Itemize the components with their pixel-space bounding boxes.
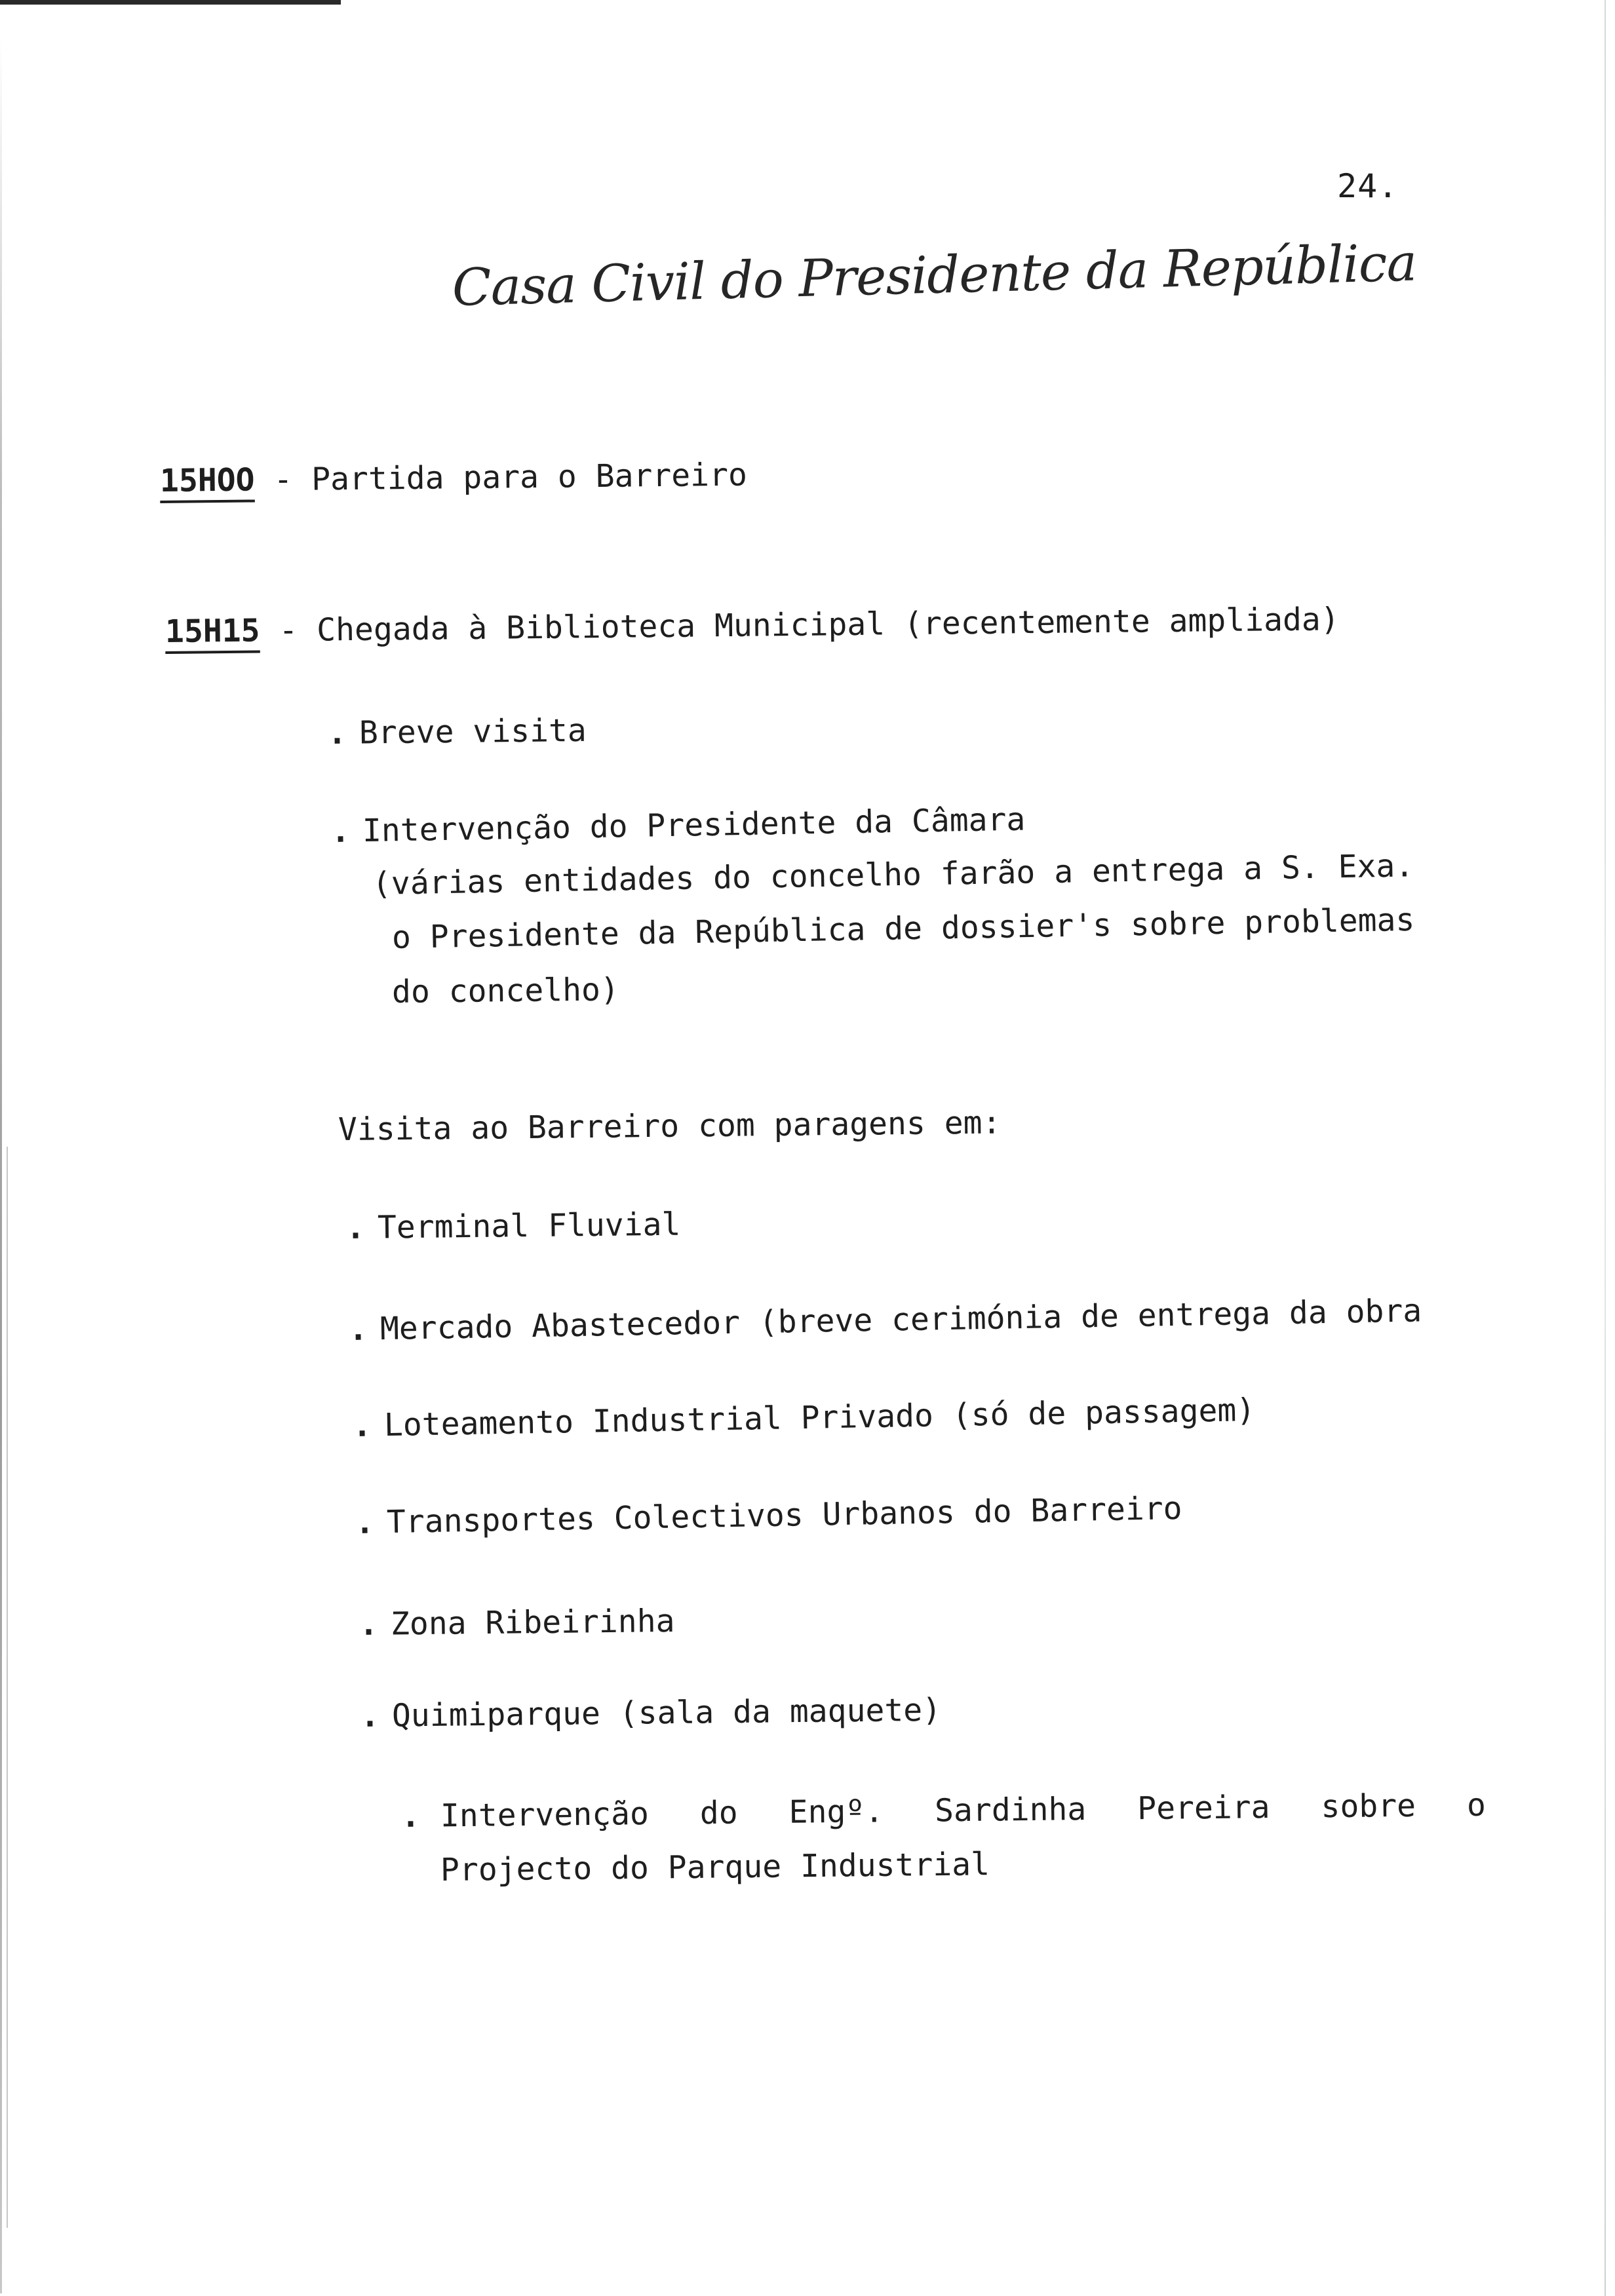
list-item <box>330 801 1026 850</box>
list-item-text: Transportes Colectivos Urbanos do Barreiro <box>386 1489 1183 1541</box>
bullet: . <box>352 1407 372 1444</box>
list-item-text: Terminal Fluvial <box>377 1206 681 1246</box>
sub-item-line-2: Projecto do Parque Industrial <box>440 1846 990 1888</box>
bullet: . <box>330 813 351 850</box>
schedule-text: Partida para o Barreiro <box>311 456 748 498</box>
list-item-text: Intervenção do Presidente da Câmara <box>362 801 1026 850</box>
sub-list-item <box>400 1786 1487 1835</box>
sub-item-word: Sardinha <box>934 1791 1087 1829</box>
list-item-text: Quimiparque (sala da maquete) <box>391 1691 942 1734</box>
bullet: . <box>360 1697 380 1734</box>
list-item-text: Loteamento Industrial Privado (só de passagem) <box>383 1391 1256 1444</box>
bullet: . <box>355 1504 375 1541</box>
scan-artifact-left-edge <box>0 39 2 2293</box>
list-item-text: Breve visita <box>359 712 587 752</box>
bullet: . <box>327 714 347 752</box>
sub-item-word: o <box>1466 1786 1487 1824</box>
bullet: . <box>348 1311 368 1348</box>
schedule-separator: - <box>279 611 298 649</box>
note-line: (várias entidades do concelho farão a entrega a S. Exa. <box>372 847 1414 902</box>
page-number: 24. <box>1337 167 1399 205</box>
bullet: . <box>359 1605 379 1643</box>
sub-item-word: Engº. <box>788 1793 884 1831</box>
list-item-text: Zona Ribeirinha <box>390 1602 675 1643</box>
list-item <box>355 1489 1183 1541</box>
list-item <box>359 1602 675 1643</box>
letterhead: Casa Civil do Presidente da República <box>451 233 1418 318</box>
schedule-separator: - <box>273 461 293 499</box>
schedule-entry-2 <box>165 601 1340 650</box>
note-line: do concelho) <box>391 971 620 1010</box>
list-item <box>345 1206 681 1246</box>
list-item-text: Mercado Abastecedor (breve cerimónia de entrega da obra <box>379 1292 1422 1348</box>
bullet: . <box>345 1209 366 1246</box>
bullet: . <box>400 1797 421 1835</box>
scan-artifact-top <box>0 0 341 5</box>
note-line: o Presidente da República de dossier's sobre problemas <box>391 901 1415 956</box>
visita-heading: Visita ao Barreiro com paragens em: <box>338 1104 1002 1148</box>
schedule-text: Chegada à Biblioteca Municipal (recentemente ampliada) <box>316 601 1340 649</box>
sub-item-word: . Intervenção <box>400 1795 650 1835</box>
scan-artifact-left-line <box>7 1147 8 2228</box>
schedule-time: 15HOO <box>159 461 255 499</box>
list-item <box>360 1691 942 1734</box>
sub-item-word: Pereira <box>1137 1789 1270 1827</box>
schedule-time: 15H15 <box>165 612 260 650</box>
list-item <box>352 1391 1256 1444</box>
schedule-entry-1 <box>159 456 748 499</box>
list-item <box>327 712 587 752</box>
scan-artifact-right-edge <box>1605 0 1606 2296</box>
sub-item-word: sobre <box>1321 1787 1416 1826</box>
sub-item-word: do <box>699 1794 738 1832</box>
list-item <box>348 1292 1422 1348</box>
